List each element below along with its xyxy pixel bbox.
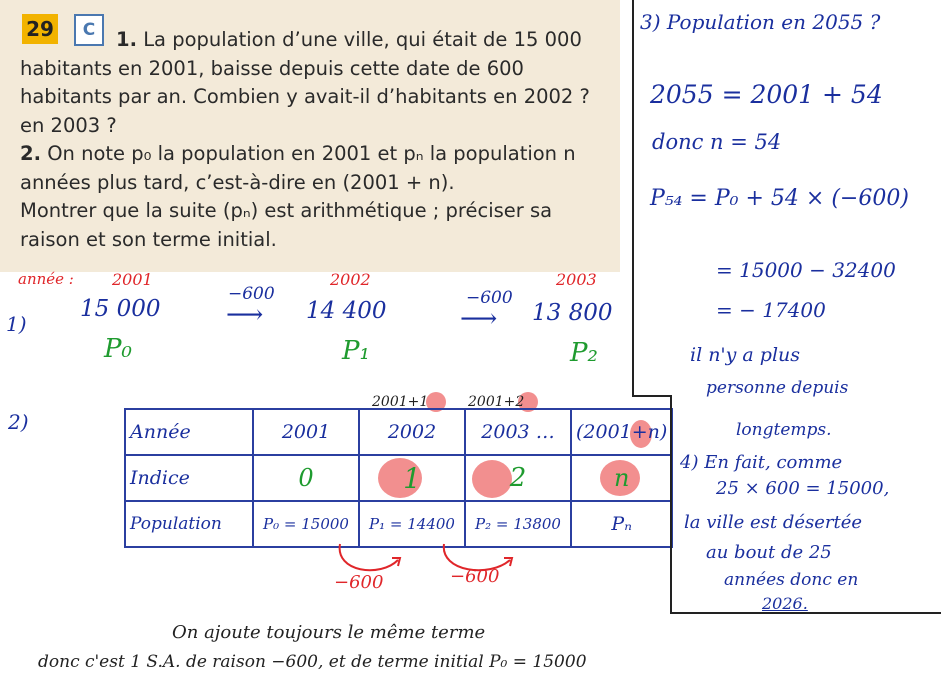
table-cell: P₀ = 15000 xyxy=(253,501,359,547)
question-1: 1. La population d’une ville, qui était de 15 000 habitants en 2001, baisse depuis cette date de 600 habitants par an. Combien y avait-il d’habitants en 2002 ? en 2003 ? xyxy=(20,28,590,137)
year-2001-plus-1: 2001+1 xyxy=(372,394,429,410)
sequence-table xyxy=(124,408,673,548)
part2-label: 2) xyxy=(8,410,29,434)
term-p1: P₁ xyxy=(342,336,370,366)
table-cell: Année xyxy=(125,409,253,455)
table-cell: Population xyxy=(125,501,253,547)
annee-label: année : xyxy=(18,270,74,288)
term-p0: P₀ xyxy=(104,334,132,364)
part4-line-2: 25 × 600 = 15000, xyxy=(716,478,890,499)
step-label-1: −600 xyxy=(228,284,275,304)
table-cell: 1 xyxy=(359,455,465,501)
value-2001: 15 000 xyxy=(80,296,161,322)
value-2003: 13 800 xyxy=(532,300,613,326)
divider xyxy=(670,395,672,613)
step-label-2: −600 xyxy=(466,288,513,308)
table-step-2: −600 xyxy=(450,566,500,587)
part4-line-4: au bout de 25 xyxy=(706,542,832,563)
year-2002: 2002 xyxy=(330,270,371,289)
part3-line-3: P₅₄ = P₀ + 54 × (−600) xyxy=(650,186,909,211)
part4-line-3: la ville est désertée xyxy=(684,512,863,533)
arrow-2-icon: ⟶ xyxy=(460,304,498,334)
table-row xyxy=(125,455,672,501)
part3-line-2: donc n = 54 xyxy=(652,130,782,154)
exercise-level-badge: C xyxy=(74,14,104,46)
question-2-continued: Montrer que la suite (pₙ) est arithmétique ; préciser sa raison et son terme initial. xyxy=(20,199,553,251)
table-cell: 0 xyxy=(253,455,359,501)
part3-line-4: = 15000 − 32400 xyxy=(716,258,896,282)
part3-line-8: longtemps. xyxy=(736,420,832,440)
value-2002: 14 400 xyxy=(306,298,387,324)
part3-line-7: personne depuis xyxy=(706,378,849,398)
table-cell: Pₙ xyxy=(571,501,672,547)
year-2003: 2003 xyxy=(556,270,597,289)
question-2: 2. On note p₀ la population en 2001 et pₙ la population n années plus tard, c’est-à-dire en (2001 + n). xyxy=(20,142,576,194)
table-cell: P₂ = 13800 xyxy=(465,501,571,547)
table-row xyxy=(125,409,672,455)
table-cell: 2003 … xyxy=(465,409,571,455)
conclusion-line-1: On ajoute toujours le même terme xyxy=(172,622,486,643)
table-cell: (2001+n) xyxy=(571,409,672,455)
part3-title: 3) Population en 2055 ? xyxy=(640,10,881,34)
table-cell: Indice xyxy=(125,455,253,501)
part3-line-1: 2055 = 2001 + 54 xyxy=(650,80,883,109)
divider xyxy=(632,0,634,395)
table-cell: 2001 xyxy=(253,409,359,455)
table-cell: P₁ = 14400 xyxy=(359,501,465,547)
part3-line-5: = − 17400 xyxy=(716,298,826,322)
term-p2: P₂ xyxy=(570,338,598,368)
conclusion-line-2: donc c'est 1 S.A. de raison −600, et de terme initial P₀ = 15000 xyxy=(38,652,587,672)
table-cell: 2 xyxy=(465,455,571,501)
arrow-1-icon: ⟶ xyxy=(226,300,264,330)
part4-line-5: années donc en xyxy=(724,570,859,590)
table-cell: 2002 xyxy=(359,409,465,455)
part4-line-1: 4) En fait, comme xyxy=(680,452,843,473)
table-cell: n xyxy=(571,455,672,501)
table-step-1: −600 xyxy=(334,572,384,593)
divider xyxy=(632,395,670,397)
year-2001-plus-2: 2001+2 xyxy=(468,394,525,410)
part3-line-6: il n'y a plus xyxy=(690,344,801,366)
year-2001: 2001 xyxy=(112,270,153,289)
exercise-number-badge: 29 xyxy=(22,14,58,44)
exercise-text xyxy=(20,26,612,254)
part1-label: 1) xyxy=(6,312,27,336)
part4-line-6: 2026. xyxy=(762,594,808,613)
